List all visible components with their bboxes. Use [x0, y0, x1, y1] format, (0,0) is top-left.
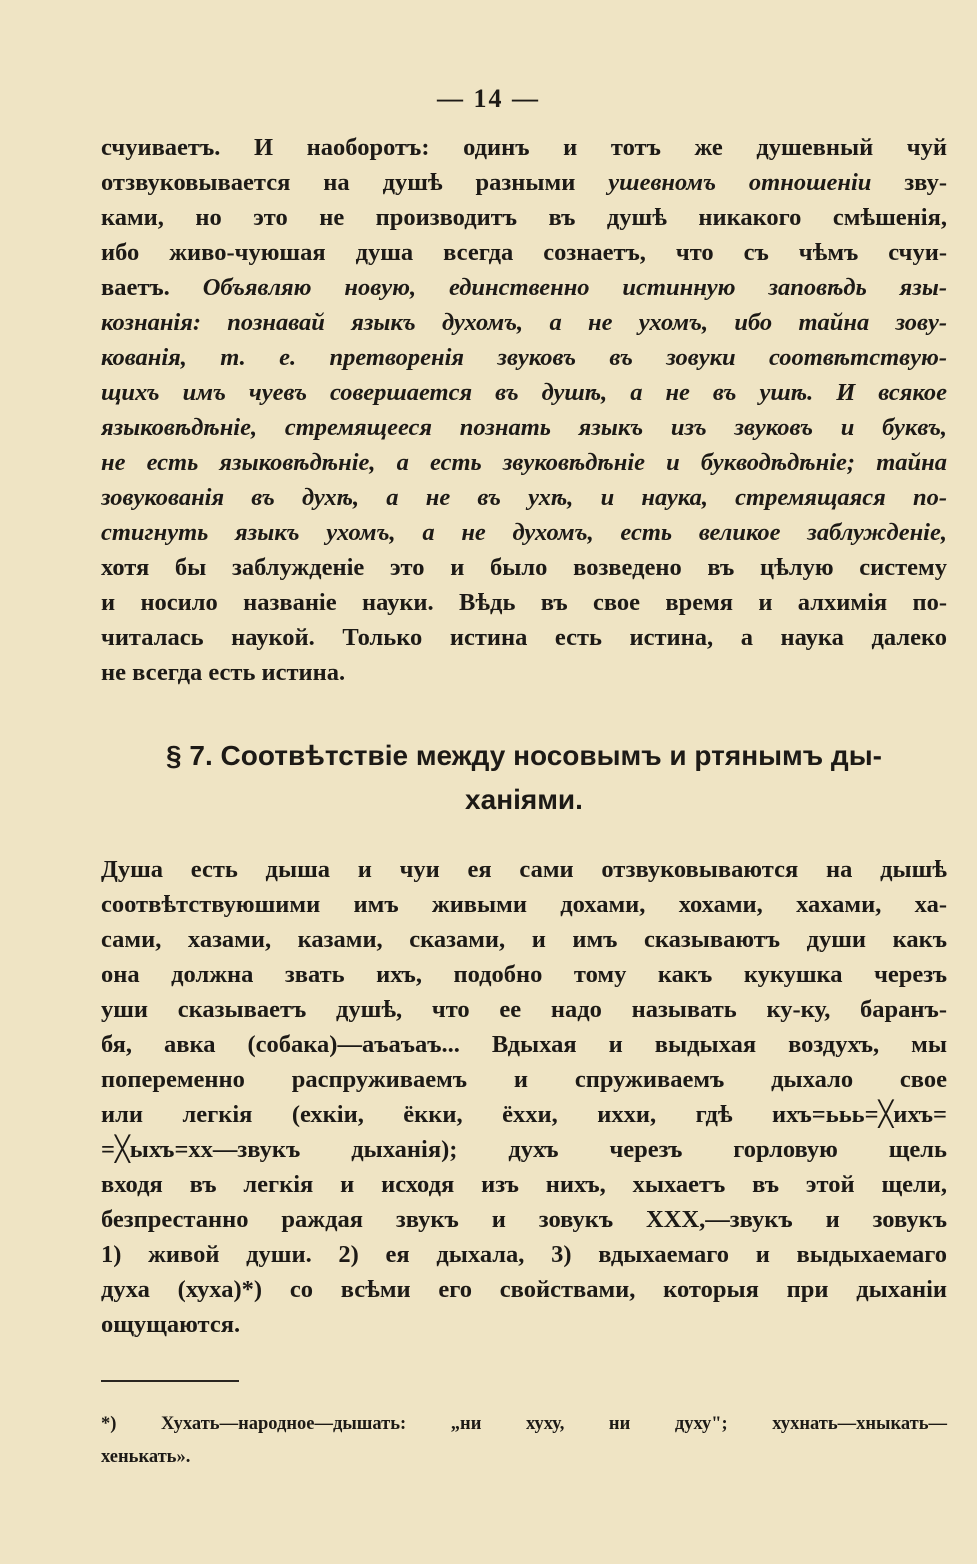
text-line: сами, хазами, казами, сказами, и имъ сказываютъ души какъ: [101, 926, 947, 953]
text-line: соотвѣтствуюшими имъ живыми дохами, хохами, хахами, ха-: [101, 891, 947, 918]
text-line: хотя бы заблужденіе это и было возведено въ цѣлую систему: [101, 554, 947, 581]
section-heading-line: ханіями.: [465, 784, 583, 815]
section-heading: [101, 734, 947, 822]
text-line: читалась наукой. Только истина есть истина, а наука далеко: [101, 624, 947, 651]
page-number: — 14 —: [437, 84, 540, 113]
text-line: стигнуть языкъ ухомъ, а не духомъ, есть великое заблужденіе,: [101, 519, 947, 546]
footnote-line: хенькать».: [101, 1447, 191, 1467]
text-line: не всегда есть истина.: [101, 659, 346, 686]
text-line: 1) живой души. 2) ея дыхала, 3) вдыхаемаго и выдыхаемаго: [101, 1241, 947, 1268]
text-line: =╳ыхъ=хх—звукъ дыханія); духъ черезъ горловую щель: [101, 1136, 947, 1163]
text-line: кознанія: познавай языкъ духомъ, а не ухомъ, ибо тайна зову-: [101, 309, 947, 336]
text-line: духа (хуха)*) со всѣми его свойствами, которыя при дыханіи: [101, 1276, 947, 1303]
text-line: попеременно распруживаемъ и спруживаемъ дыхало свое: [101, 1066, 947, 1093]
text-line: отзвуковывается на душѣ разными ушевномъ отношеніи зву-: [101, 169, 947, 196]
paragraph-2: [101, 852, 947, 1342]
text-line: безпрестанно раждая звукъ и зовукъ XXX,—звукъ и зовукъ: [101, 1206, 947, 1233]
text-line: счуиваетъ. И наоборотъ: одинъ и тотъ же душевный чуй: [101, 134, 947, 161]
text-line: не есть языковѣдѣніе, а есть звуковѣдѣніе и букводѣдѣніе; тайна: [101, 449, 947, 476]
text-line: кованія, т. е. претворенія звуковъ въ зовуки соотвѣтствую-: [101, 344, 947, 371]
text-line: Душа есть дыша и чуи ея сами отзвуковываются на дышѣ: [101, 856, 947, 883]
text-line: и носило названіе науки. Вѣдь въ свое время и алхимія по-: [101, 589, 947, 616]
text-line: ками, но это не производитъ въ душѣ никакого смѣшенія,: [101, 204, 947, 231]
text-line: ощущаются.: [101, 1311, 241, 1338]
text-line: ваетъ. Объявляю новую, единственно истинную заповѣдь язы-: [101, 274, 947, 301]
section-heading-line: § 7. Соотвѣтствіе между носовымъ и ртянымъ ды-: [166, 740, 882, 771]
text-line: языковѣдѣніе, стремящееся познать языкъ изъ звуковъ и буквъ,: [101, 414, 947, 441]
footnote-line: *) Хухать—народное—дышать: „ни хуху, ни духу"; хухнать—хныкать—: [101, 1414, 947, 1434]
footnote: [101, 1408, 947, 1474]
text-line: или легкія (ехкіи, ёкки, ёххи, иххи, гдѣ ихъ=ььь=╳ихъ=: [101, 1101, 947, 1128]
text-line: зовукованія въ духѣ, а не въ ухѣ, и наука, стремящаяся по-: [101, 484, 947, 511]
text-line: входя въ легкія и исходя изъ нихъ, хыхаетъ въ этой щели,: [101, 1171, 947, 1198]
text-line: ибо живо-чуюшая душа всегда сознаетъ, что съ чѣмъ счуи-: [101, 239, 947, 266]
text-line: она должна звать ихъ, подобно тому какъ кукушка черезъ: [101, 961, 947, 988]
footnote-divider: [101, 1380, 239, 1382]
text-line: бя, авка (собака)—аъаъаъ... Вдыхая и выдыхая воздухъ, мы: [101, 1031, 947, 1058]
paragraph-1: [101, 130, 947, 690]
text-line: щихъ имъ чуевъ совершается въ душѣ, а не въ ушѣ. И всякое: [101, 379, 947, 406]
text-line: уши сказываетъ душѣ, что ее надо называть ку-ку, баранъ-: [101, 996, 947, 1023]
